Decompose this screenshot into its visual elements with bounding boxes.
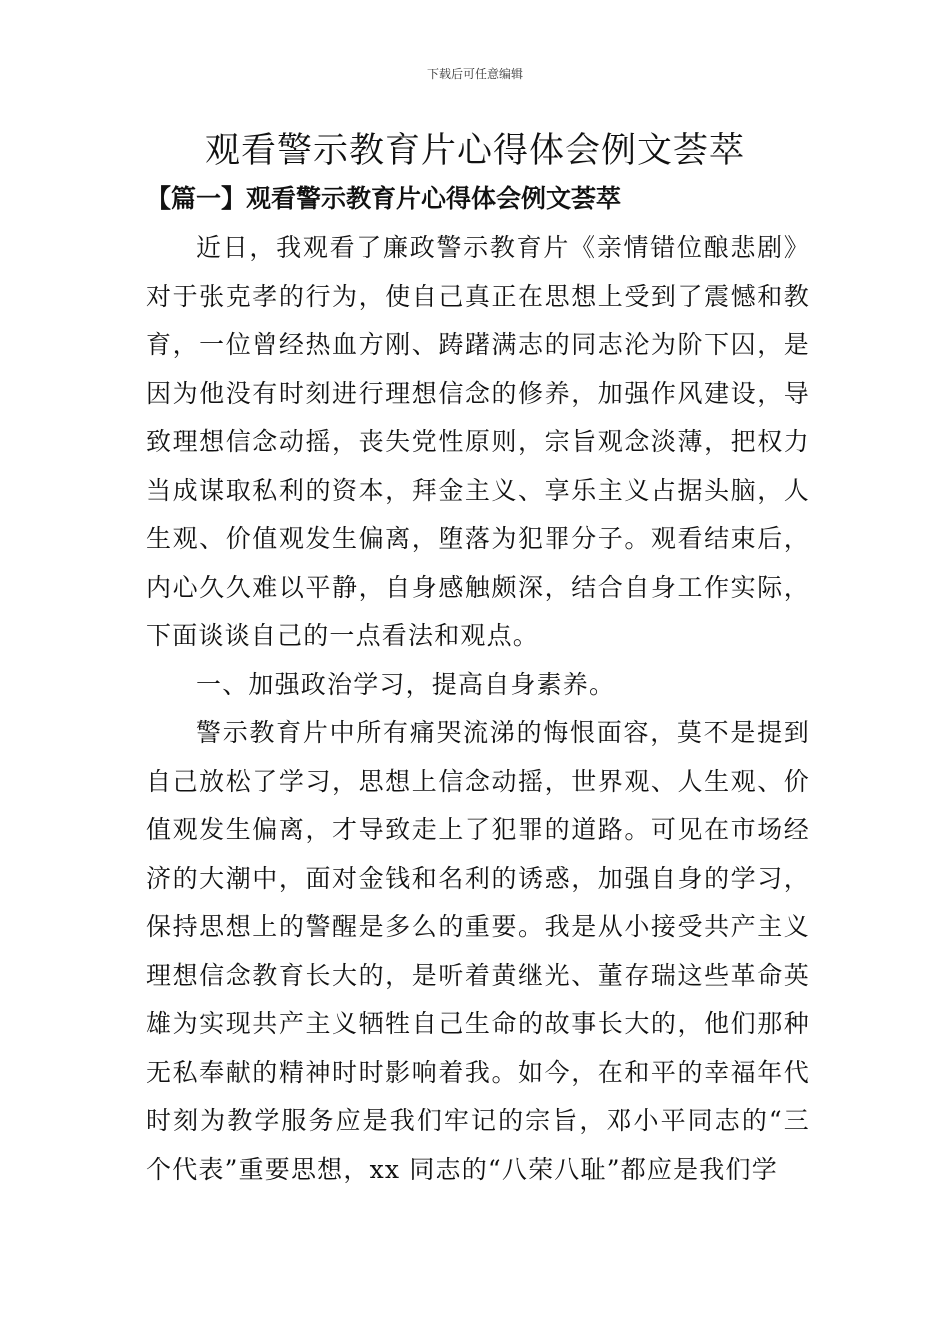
header-note: 下载后可任意编辑 [426, 67, 523, 81]
paragraph-study: 警示教育片中所有痛哭流涕的悔恨面容，莫不是提到自己放松了学习，思想上信念动摇，世界观、人生观、价值观发生偏离，才导致走上了犯罪的道路。可见在市场经济的大潮中，面对金钱和名利的诱惑，加强自身的学习，保持思想上的警醒是多么的重要。我是从小接受共产主义理想信念教育长大的，是听着黄继光、董存瑞这些革命英雄为实现共产主义牺牲自己生命的故事长大的，他们那种无私奉献的精神时时影响着我。如今，在和平的幸福年代时刻为教学服务应是我们牢记的宗旨，邓小平同志的“三个代表”重要思想，xx 同志的“八荣八耻”都应是我们学 [146, 718, 810, 1184]
paragraph-point-one: 一、加强政治学习，提高自身素养。 [196, 669, 616, 699]
document-title: 观看警示教育片心得体会例文荟萃 [204, 131, 745, 171]
paragraph-intro: 近日，我观看了廉政警示教育片《亲情错位酿悲剧》对于张克孝的行为，使自己真正在思想上受到了震憾和教育，一位曾经热血方刚、踌躇满志的同志沦为阶下囚，是因为他没有时刻进行理想信念的修养，加强作风建设，导致理想信念动摇，丧失党性原则，宗旨观念淡薄，把权力当成谋取私利的资本，拜金主义、享乐主义占据头脑，人生观、价值观发生偏离，堕落为犯罪分子。观看结束后，内心久久难以平静，自身感触颇深，结合自身工作实际，下面谈谈自己的一点看法和观点。 [146, 233, 810, 650]
document-body [146, 224, 810, 1194]
section-heading: 【篇一】观看警示教育片心得体会例文荟萃 [146, 184, 622, 213]
